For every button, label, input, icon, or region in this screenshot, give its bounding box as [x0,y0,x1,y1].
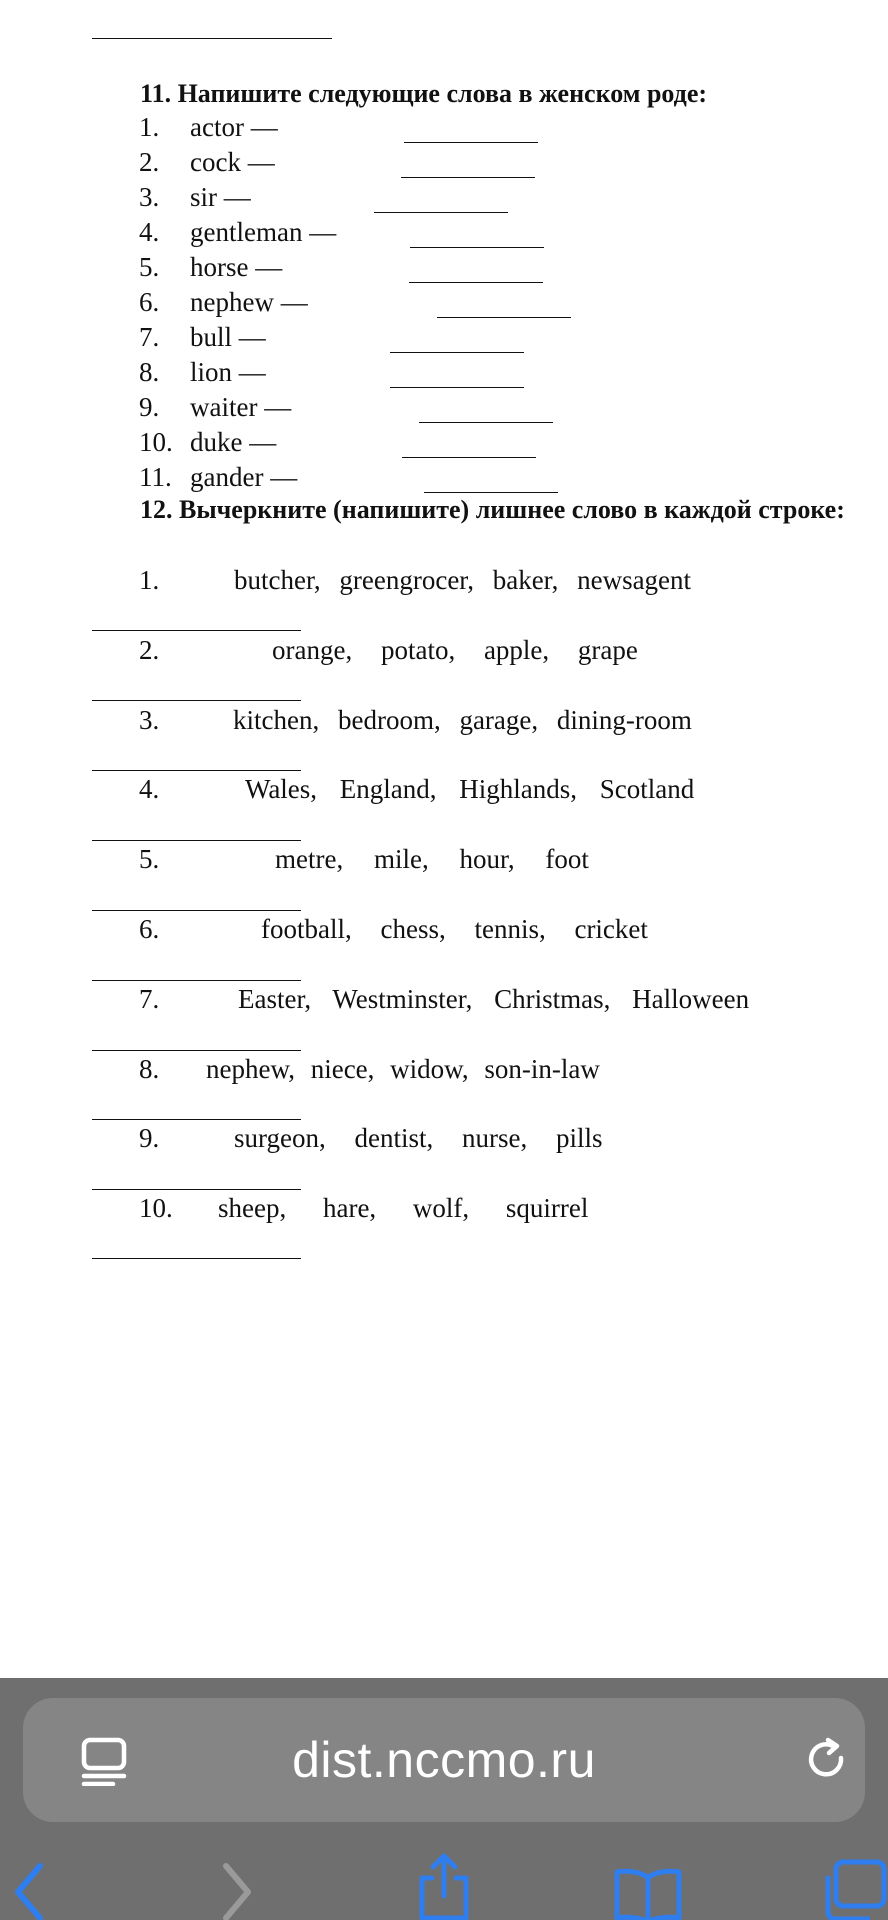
answer-line [92,630,301,631]
item-number: 1. [139,112,160,142]
answer-line [92,1119,301,1120]
answer-blank [390,352,524,353]
item-word: lion — [190,357,266,387]
item-word: gentleman — [190,217,337,247]
item-number: 11. [139,462,172,492]
item-number: 2. [139,147,160,177]
item-number: 3. [139,182,160,212]
answer-line [92,840,301,841]
answer-line [92,700,301,701]
answer-blank [404,142,538,143]
item-number: 4. [139,217,160,247]
item-words: football, chess, tennis, cricket [261,914,648,944]
item-number: 9. [139,392,160,422]
item-word: waiter — [190,392,292,422]
item-words: Wales, England, Highlands, Scotland [245,774,695,804]
bookmarks-button[interactable] [612,1848,684,1920]
answer-blank [419,422,553,423]
item-number: 6. [139,914,160,944]
forward-button[interactable] [218,1848,258,1920]
item-number: 10. [139,1193,173,1223]
item-word: bull — [190,322,266,352]
answer-blank [410,247,544,248]
item-number: 9. [139,1123,160,1153]
browser-toolbar [0,1678,888,1920]
item-number: 8. [139,1054,160,1084]
answer-blank [409,282,543,283]
item-word: sir — [190,182,251,212]
item-word: actor — [190,112,278,142]
answer-blank [401,177,535,178]
item-number: 1. [139,565,160,595]
item-number: 6. [139,287,160,317]
item-words: kitchen, bedroom, garage, dining-room [233,705,692,735]
exercise-11-heading: 11. Напишите следующие слова в женском роде: [140,79,708,108]
answer-blank [390,387,524,388]
answer-line [92,1258,301,1259]
item-number: 10. [139,427,173,457]
item-number: 8. [139,357,160,387]
item-word: cock — [190,147,275,177]
tabs-button[interactable] [820,1848,888,1920]
answer-line [92,980,301,981]
chevron-right-icon [226,1866,248,1918]
back-button[interactable] [8,1848,48,1920]
item-number: 5. [139,252,160,282]
chevron-left-icon [18,1866,40,1918]
item-words: Easter, Westminster, Christmas, Halloween [238,984,750,1014]
answer-line [92,1189,301,1190]
tabs-icon [828,1862,884,1919]
item-number: 4. [139,774,160,804]
share-button[interactable] [414,1848,474,1920]
item-words: orange, potato, apple, grape [272,635,638,665]
item-number: 3. [139,705,160,735]
answer-blank [402,457,536,458]
item-number: 7. [139,322,160,352]
answer-line [92,910,301,911]
item-word: nephew — [190,287,308,317]
answer-blank [374,212,508,213]
address-bar[interactable] [23,1698,865,1822]
item-word: gander — [190,462,298,492]
answer-blank [437,317,571,318]
item-word: duke — [190,427,277,457]
item-number: 2. [139,635,160,665]
share-icon [422,1856,466,1918]
item-words: sheep, hare, wolf, squirrel [218,1193,589,1223]
answer-line [92,1050,301,1051]
exercise-12-heading: 12. Вычеркните (напишите) лишнее слово в каждой строке: [140,495,845,524]
item-words: nephew, niece, widow, son-in-law [206,1054,600,1084]
reload-icon[interactable] [803,1736,851,1784]
book-icon [617,1871,679,1920]
item-number: 7. [139,984,160,1014]
url-text[interactable]: dist.nccmo.ru [292,1732,596,1788]
item-word: horse — [190,252,283,282]
item-words: surgeon, dentist, nurse, pills [234,1123,603,1153]
item-number: 5. [139,844,160,874]
answer-line [92,770,301,771]
item-words: metre, mile, hour, foot [275,844,589,874]
item-words: butcher, greengrocer, baker, newsagent [234,565,692,595]
answer-line [92,38,332,39]
